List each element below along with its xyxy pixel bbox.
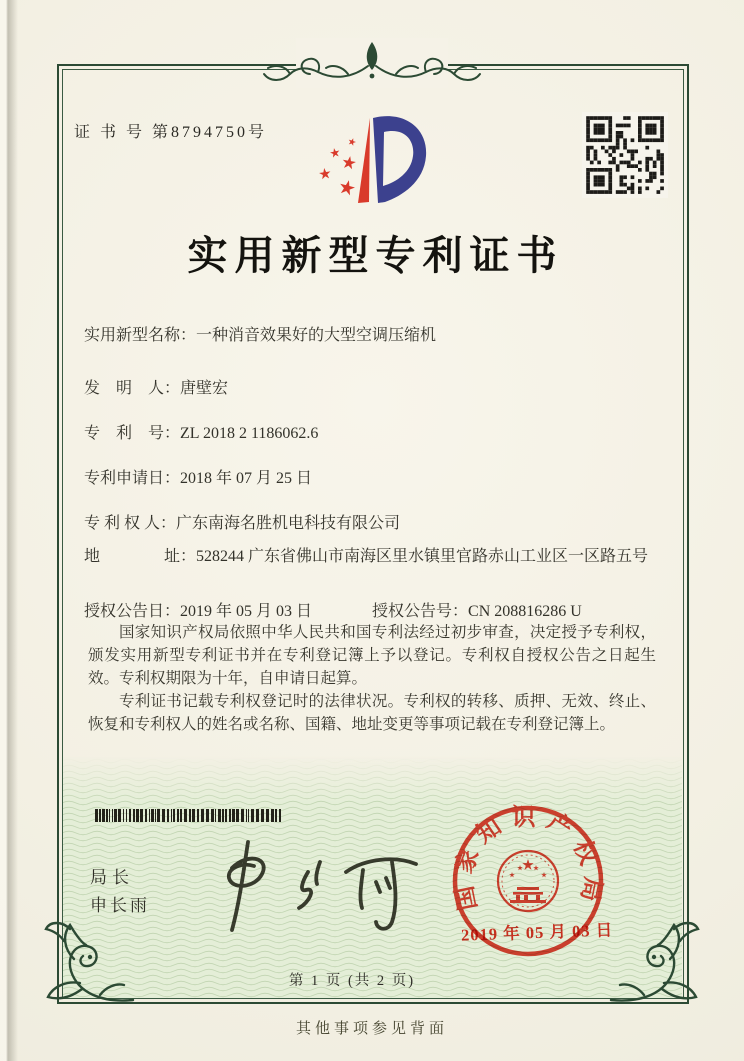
- cnipa-logo-icon: [312, 106, 438, 210]
- seal-date: 2019 年 05 月 03 日: [460, 920, 614, 945]
- legal-paragraph: 国家知识产权局依照中华人民共和国专利法经过初步审查，决定授予专利权，颁发实用新型专利证书并在专利登记簿上予以登记。专利权自授权公告之日起生效。专利权期限为十年，自申请日起算。: [88, 624, 656, 687]
- field-label: 授权公告日：: [84, 603, 181, 620]
- backside-note: 其他事项参见背面: [295, 1021, 448, 1037]
- field-label: 实用新型名称：: [84, 327, 197, 344]
- field-value: 2018 年 07 月 25 日: [180, 470, 313, 487]
- field-value: 2019 年 05 月 03 日: [180, 603, 313, 620]
- corner-flourish-right-icon: [609, 921, 704, 1013]
- border-crest-ornament-icon: [258, 38, 486, 88]
- field-value: 528244 广东省佛山市南海区里水镇里官路赤山工业区一区路五号: [196, 548, 649, 565]
- legal-text: [88, 621, 656, 736]
- field-label: 专 利 号：: [84, 425, 181, 442]
- qr-code: [582, 112, 668, 198]
- page-number: 第 1 页 (共 2 页): [288, 973, 416, 989]
- field-utility-model-name: [84, 322, 436, 345]
- certificate-number: 证 书 号 第8794750号: [74, 124, 268, 141]
- field-patent-number: [84, 420, 318, 443]
- scan-edge: [0, 0, 18, 1061]
- field-value: 一种消音效果好的大型空调压缩机: [196, 327, 437, 344]
- commissioner-name: 申长雨: [90, 896, 150, 915]
- field-inventor: [84, 375, 228, 398]
- certificate-title: 实用新型专利证书: [187, 233, 564, 278]
- field-label: 专 利 权 人：: [84, 515, 177, 532]
- field-grant-row: [84, 598, 684, 621]
- field-filing-date: [84, 465, 312, 488]
- field-grant-number: [372, 598, 582, 621]
- field-value: 唐壁宏: [180, 380, 229, 397]
- field-label: 地 址：: [84, 548, 197, 565]
- field-value: CN 208816286 U: [468, 603, 582, 620]
- field-patentee: [84, 510, 400, 533]
- seal-ring-text: 国家知识产权局: [450, 805, 606, 913]
- national-emblem-icon: [498, 851, 558, 911]
- barcode: [95, 809, 285, 822]
- field-value: 广东南海名胜机电科技有限公司: [176, 515, 401, 532]
- field-label: 专利申请日：: [84, 470, 181, 487]
- legal-paragraph: 专利证书记载专利权登记时的法律状况。专利权的转移、质押、无效、终止、恢复和专利权人的姓名或名称、国籍、地址变更等事项记载在专利登记簿上。: [88, 693, 656, 733]
- field-value: ZL 2018 2 1186062.6: [180, 425, 319, 442]
- field-label: 授权公告号：: [372, 603, 469, 620]
- corner-flourish-left-icon: [40, 921, 135, 1013]
- field-address: [84, 544, 662, 570]
- field-label: 发 明 人：: [84, 380, 181, 397]
- handwritten-signature: [196, 838, 426, 933]
- commissioner-title: 局长: [90, 868, 134, 887]
